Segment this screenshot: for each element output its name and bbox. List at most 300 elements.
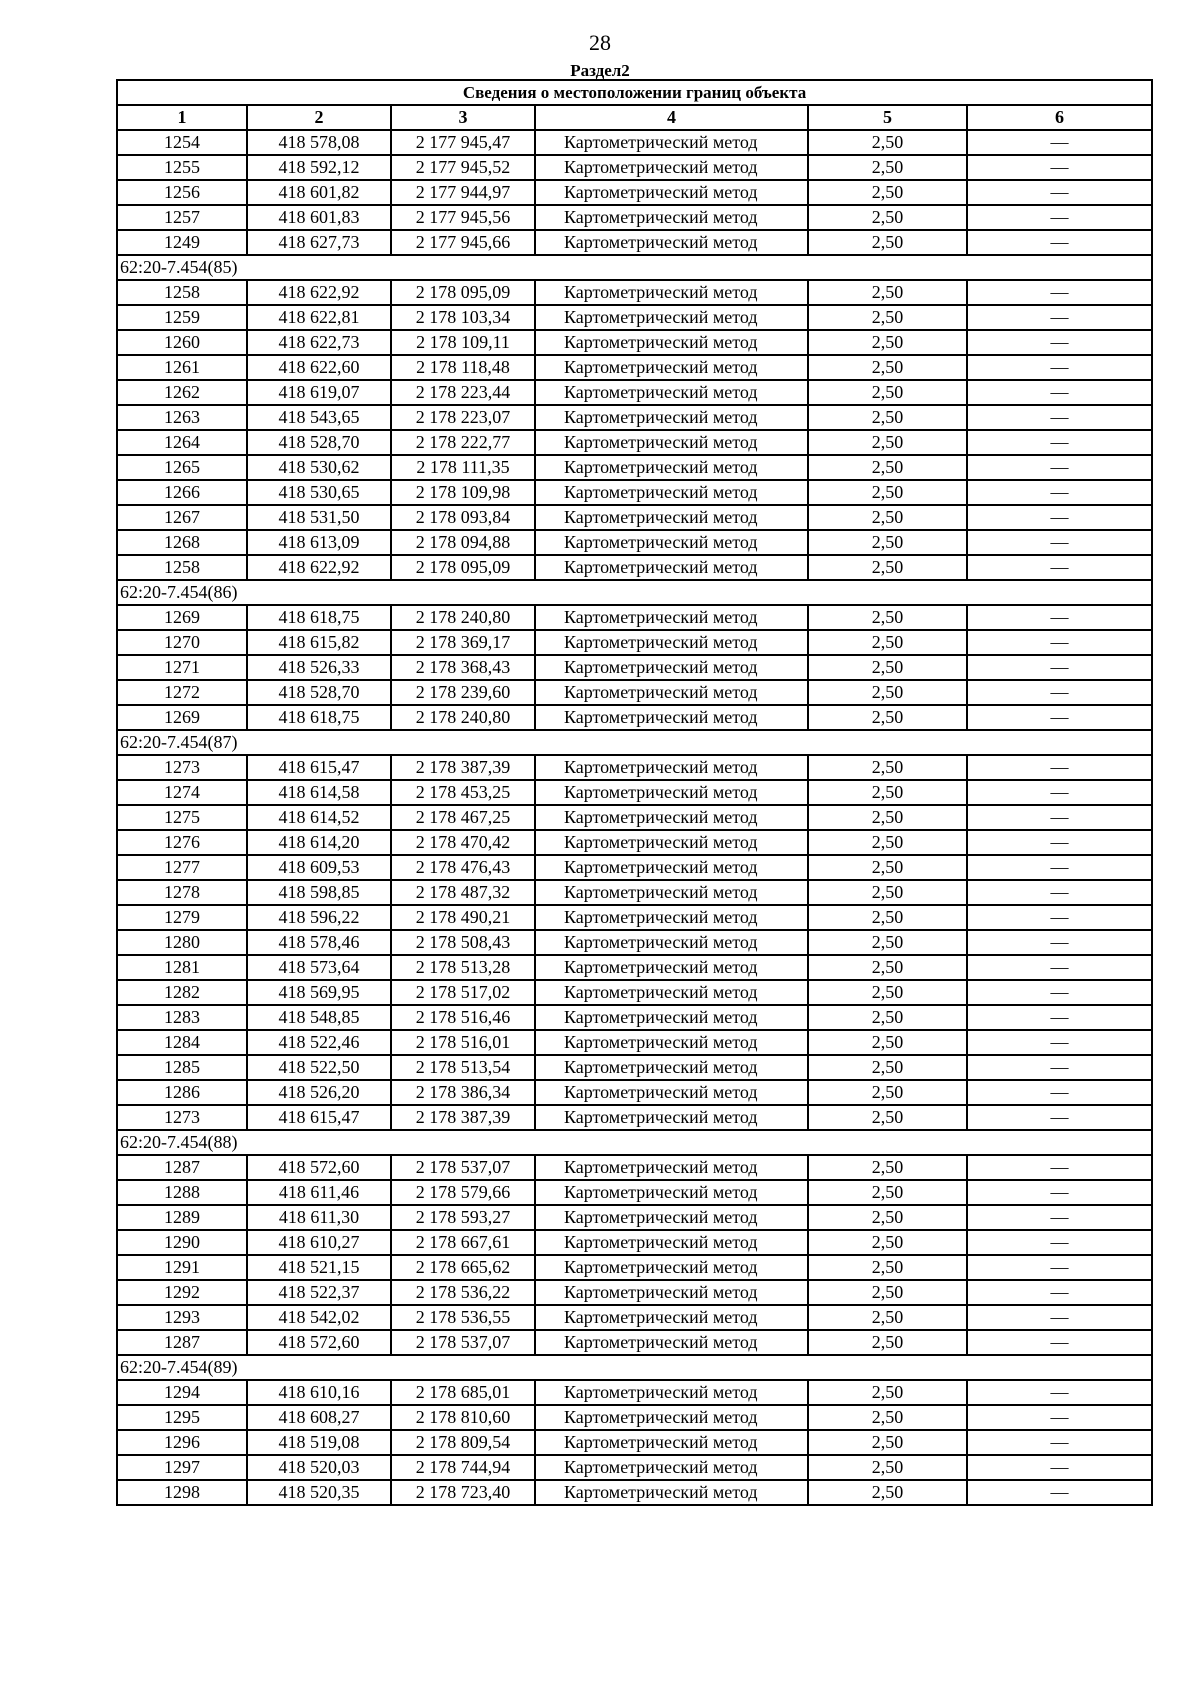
table-row xyxy=(117,1280,1152,1305)
point-number-cell: 1260 xyxy=(117,330,247,355)
table-row xyxy=(117,1030,1152,1055)
description-cell: — xyxy=(967,980,1152,1005)
x-coordinate-cell: 418 615,47 xyxy=(247,1105,391,1130)
x-coordinate-cell: 418 543,65 xyxy=(247,405,391,430)
y-coordinate-cell: 2 178 467,25 xyxy=(391,805,535,830)
point-number-cell: 1291 xyxy=(117,1255,247,1280)
x-coordinate-cell: 418 608,27 xyxy=(247,1405,391,1430)
method-cell: Картометрический метод xyxy=(535,1430,808,1455)
table-row xyxy=(117,480,1152,505)
method-cell: Картометрический метод xyxy=(535,605,808,630)
y-coordinate-cell: 2 178 118,48 xyxy=(391,355,535,380)
x-coordinate-cell: 418 622,60 xyxy=(247,355,391,380)
method-cell: Картометрический метод xyxy=(535,455,808,480)
point-number-cell: 1295 xyxy=(117,1405,247,1430)
method-cell: Картометрический метод xyxy=(535,1105,808,1130)
method-cell: Картометрический метод xyxy=(535,680,808,705)
point-number-cell: 1273 xyxy=(117,1105,247,1130)
method-cell: Картометрический метод xyxy=(535,405,808,430)
accuracy-cell: 2,50 xyxy=(808,355,967,380)
description-cell: — xyxy=(967,1480,1152,1505)
point-number-cell: 1279 xyxy=(117,905,247,930)
accuracy-cell: 2,50 xyxy=(808,405,967,430)
method-cell: Картометрический метод xyxy=(535,355,808,380)
description-cell: — xyxy=(967,855,1152,880)
point-number-cell: 1257 xyxy=(117,205,247,230)
y-coordinate-cell: 2 178 810,60 xyxy=(391,1405,535,1430)
y-coordinate-cell: 2 177 945,56 xyxy=(391,205,535,230)
x-coordinate-cell: 418 622,92 xyxy=(247,280,391,305)
x-coordinate-cell: 418 601,83 xyxy=(247,205,391,230)
point-number-cell: 1290 xyxy=(117,1230,247,1255)
method-cell: Картометрический метод xyxy=(535,1330,808,1355)
table-body xyxy=(117,80,1152,1505)
x-coordinate-cell: 418 572,60 xyxy=(247,1155,391,1180)
point-number-cell: 1277 xyxy=(117,855,247,880)
table-row xyxy=(117,1155,1152,1180)
y-coordinate-cell: 2 178 109,11 xyxy=(391,330,535,355)
x-coordinate-cell: 418 522,50 xyxy=(247,1055,391,1080)
description-cell: — xyxy=(967,1405,1152,1430)
x-coordinate-cell: 418 596,22 xyxy=(247,905,391,930)
y-coordinate-cell: 2 178 537,07 xyxy=(391,1155,535,1180)
description-cell: — xyxy=(967,380,1152,405)
method-cell: Картометрический метод xyxy=(535,1055,808,1080)
accuracy-cell: 2,50 xyxy=(808,680,967,705)
method-cell: Картометрический метод xyxy=(535,230,808,255)
description-cell: — xyxy=(967,1230,1152,1255)
y-coordinate-cell: 2 178 516,01 xyxy=(391,1030,535,1055)
x-coordinate-cell: 418 614,52 xyxy=(247,805,391,830)
point-number-cell: 1276 xyxy=(117,830,247,855)
x-coordinate-cell: 418 572,60 xyxy=(247,1330,391,1355)
point-number-cell: 1264 xyxy=(117,430,247,455)
point-number-cell: 1283 xyxy=(117,1005,247,1030)
x-coordinate-cell: 418 601,82 xyxy=(247,180,391,205)
description-cell: — xyxy=(967,230,1152,255)
accuracy-cell: 2,50 xyxy=(808,1105,967,1130)
accuracy-cell: 2,50 xyxy=(808,430,967,455)
accuracy-cell: 2,50 xyxy=(808,130,967,155)
method-cell: Картометрический метод xyxy=(535,480,808,505)
point-number-cell: 1280 xyxy=(117,930,247,955)
y-coordinate-cell: 2 178 093,84 xyxy=(391,505,535,530)
method-cell: Картометрический метод xyxy=(535,1480,808,1505)
accuracy-cell: 2,50 xyxy=(808,380,967,405)
method-cell: Картометрический метод xyxy=(535,805,808,830)
column-header: 4 xyxy=(535,105,808,130)
accuracy-cell: 2,50 xyxy=(808,505,967,530)
accuracy-cell: 2,50 xyxy=(808,855,967,880)
accuracy-cell: 2,50 xyxy=(808,1080,967,1105)
table-row xyxy=(117,1055,1152,1080)
description-cell: — xyxy=(967,955,1152,980)
table-row xyxy=(117,405,1152,430)
method-cell: Картометрический метод xyxy=(535,1230,808,1255)
accuracy-cell: 2,50 xyxy=(808,905,967,930)
point-number-cell: 1281 xyxy=(117,955,247,980)
accuracy-cell: 2,50 xyxy=(808,1330,967,1355)
y-coordinate-cell: 2 178 487,32 xyxy=(391,880,535,905)
accuracy-cell: 2,50 xyxy=(808,1455,967,1480)
point-number-cell: 1263 xyxy=(117,405,247,430)
table-row xyxy=(117,330,1152,355)
y-coordinate-cell: 2 177 945,66 xyxy=(391,230,535,255)
table-row xyxy=(117,855,1152,880)
y-coordinate-cell: 2 178 744,94 xyxy=(391,1455,535,1480)
accuracy-cell: 2,50 xyxy=(808,1155,967,1180)
table-row xyxy=(117,1205,1152,1230)
table-row xyxy=(117,1105,1152,1130)
table-row xyxy=(117,930,1152,955)
table-row xyxy=(117,955,1152,980)
method-cell: Картометрический метод xyxy=(535,905,808,930)
accuracy-cell: 2,50 xyxy=(808,1180,967,1205)
x-coordinate-cell: 418 522,37 xyxy=(247,1280,391,1305)
x-coordinate-cell: 418 609,53 xyxy=(247,855,391,880)
boundary-coordinates-table xyxy=(116,79,1153,1506)
accuracy-cell: 2,50 xyxy=(808,955,967,980)
method-cell: Картометрический метод xyxy=(535,855,808,880)
method-cell: Картометрический метод xyxy=(535,1080,808,1105)
method-cell: Картометрический метод xyxy=(535,1155,808,1180)
contour-label: 62:20-7.454(86) xyxy=(117,580,1152,605)
description-cell: — xyxy=(967,530,1152,555)
contour-label: 62:20-7.454(88) xyxy=(117,1130,1152,1155)
y-coordinate-cell: 2 178 665,62 xyxy=(391,1255,535,1280)
column-header: 1 xyxy=(117,105,247,130)
method-cell: Картометрический метод xyxy=(535,555,808,580)
y-coordinate-cell: 2 178 536,55 xyxy=(391,1305,535,1330)
point-number-cell: 1293 xyxy=(117,1305,247,1330)
table-row xyxy=(117,1005,1152,1030)
y-coordinate-cell: 2 178 386,34 xyxy=(391,1080,535,1105)
table-row xyxy=(117,1380,1152,1405)
table-row xyxy=(117,880,1152,905)
x-coordinate-cell: 418 578,46 xyxy=(247,930,391,955)
point-number-cell: 1287 xyxy=(117,1155,247,1180)
description-cell: — xyxy=(967,430,1152,455)
accuracy-cell: 2,50 xyxy=(808,1480,967,1505)
accuracy-cell: 2,50 xyxy=(808,1005,967,1030)
point-number-cell: 1296 xyxy=(117,1430,247,1455)
accuracy-cell: 2,50 xyxy=(808,330,967,355)
accuracy-cell: 2,50 xyxy=(808,1280,967,1305)
accuracy-cell: 2,50 xyxy=(808,980,967,1005)
table-row xyxy=(117,155,1152,180)
description-cell: — xyxy=(967,1030,1152,1055)
table-row xyxy=(117,1405,1152,1430)
description-cell: — xyxy=(967,655,1152,680)
description-cell: — xyxy=(967,1380,1152,1405)
table-row xyxy=(117,430,1152,455)
table-row xyxy=(117,1480,1152,1505)
point-number-cell: 1269 xyxy=(117,605,247,630)
description-cell: — xyxy=(967,1255,1152,1280)
y-coordinate-cell: 2 178 095,09 xyxy=(391,280,535,305)
description-cell: — xyxy=(967,1205,1152,1230)
description-cell: — xyxy=(967,280,1152,305)
description-cell: — xyxy=(967,1305,1152,1330)
method-cell: Картометрический метод xyxy=(535,955,808,980)
method-cell: Картометрический метод xyxy=(535,1280,808,1305)
point-number-cell: 1285 xyxy=(117,1055,247,1080)
accuracy-cell: 2,50 xyxy=(808,555,967,580)
method-cell: Картометрический метод xyxy=(535,180,808,205)
y-coordinate-cell: 2 178 111,35 xyxy=(391,455,535,480)
description-cell: — xyxy=(967,930,1152,955)
point-number-cell: 1287 xyxy=(117,1330,247,1355)
description-cell: — xyxy=(967,1430,1152,1455)
table-row xyxy=(117,455,1152,480)
point-number-cell: 1269 xyxy=(117,705,247,730)
method-cell: Картометрический метод xyxy=(535,530,808,555)
x-coordinate-cell: 418 618,75 xyxy=(247,605,391,630)
table-row xyxy=(117,680,1152,705)
accuracy-cell: 2,50 xyxy=(808,1430,967,1455)
y-coordinate-cell: 2 178 470,42 xyxy=(391,830,535,855)
method-cell: Картометрический метод xyxy=(535,430,808,455)
method-cell: Картометрический метод xyxy=(535,780,808,805)
y-coordinate-cell: 2 178 222,77 xyxy=(391,430,535,455)
y-coordinate-cell: 2 178 516,46 xyxy=(391,1005,535,1030)
x-coordinate-cell: 418 622,81 xyxy=(247,305,391,330)
x-coordinate-cell: 418 531,50 xyxy=(247,505,391,530)
contour-group-row xyxy=(117,730,1152,755)
table-row xyxy=(117,130,1152,155)
accuracy-cell: 2,50 xyxy=(808,655,967,680)
accuracy-cell: 2,50 xyxy=(808,1205,967,1230)
description-cell: — xyxy=(967,1330,1152,1355)
point-number-cell: 1265 xyxy=(117,455,247,480)
method-cell: Картометрический метод xyxy=(535,330,808,355)
method-cell: Картометрический метод xyxy=(535,980,808,1005)
description-cell: — xyxy=(967,455,1152,480)
point-number-cell: 1275 xyxy=(117,805,247,830)
method-cell: Картометрический метод xyxy=(535,1305,808,1330)
description-cell: — xyxy=(967,755,1152,780)
method-cell: Картометрический метод xyxy=(535,380,808,405)
method-cell: Картометрический метод xyxy=(535,155,808,180)
table-row xyxy=(117,205,1152,230)
x-coordinate-cell: 418 619,07 xyxy=(247,380,391,405)
table-row xyxy=(117,980,1152,1005)
point-number-cell: 1262 xyxy=(117,380,247,405)
y-coordinate-cell: 2 178 369,17 xyxy=(391,630,535,655)
description-cell: — xyxy=(967,880,1152,905)
description-cell: — xyxy=(967,130,1152,155)
accuracy-cell: 2,50 xyxy=(808,205,967,230)
y-coordinate-cell: 2 178 387,39 xyxy=(391,755,535,780)
y-coordinate-cell: 2 178 103,34 xyxy=(391,305,535,330)
accuracy-cell: 2,50 xyxy=(808,805,967,830)
point-number-cell: 1268 xyxy=(117,530,247,555)
table-row xyxy=(117,905,1152,930)
table-row xyxy=(117,305,1152,330)
y-coordinate-cell: 2 178 109,98 xyxy=(391,480,535,505)
accuracy-cell: 2,50 xyxy=(808,455,967,480)
x-coordinate-cell: 418 615,82 xyxy=(247,630,391,655)
accuracy-cell: 2,50 xyxy=(808,1030,967,1055)
x-coordinate-cell: 418 622,92 xyxy=(247,555,391,580)
accuracy-cell: 2,50 xyxy=(808,305,967,330)
method-cell: Картометрический метод xyxy=(535,655,808,680)
point-number-cell: 1273 xyxy=(117,755,247,780)
point-number-cell: 1272 xyxy=(117,680,247,705)
y-coordinate-cell: 2 178 508,43 xyxy=(391,930,535,955)
point-number-cell: 1284 xyxy=(117,1030,247,1055)
description-cell: — xyxy=(967,1455,1152,1480)
accuracy-cell: 2,50 xyxy=(808,1055,967,1080)
accuracy-cell: 2,50 xyxy=(808,180,967,205)
x-coordinate-cell: 418 528,70 xyxy=(247,680,391,705)
column-header: 2 xyxy=(247,105,391,130)
x-coordinate-cell: 418 578,08 xyxy=(247,130,391,155)
point-number-cell: 1271 xyxy=(117,655,247,680)
y-coordinate-cell: 2 178 536,22 xyxy=(391,1280,535,1305)
y-coordinate-cell: 2 178 513,28 xyxy=(391,955,535,980)
table-row xyxy=(117,1080,1152,1105)
contour-group-row xyxy=(117,1130,1152,1155)
description-cell: — xyxy=(967,1005,1152,1030)
y-coordinate-cell: 2 178 368,43 xyxy=(391,655,535,680)
y-coordinate-cell: 2 178 095,09 xyxy=(391,555,535,580)
x-coordinate-cell: 418 528,70 xyxy=(247,430,391,455)
point-number-cell: 1254 xyxy=(117,130,247,155)
table-row xyxy=(117,355,1152,380)
x-coordinate-cell: 418 526,20 xyxy=(247,1080,391,1105)
y-coordinate-cell: 2 178 490,21 xyxy=(391,905,535,930)
x-coordinate-cell: 418 592,12 xyxy=(247,155,391,180)
description-cell: — xyxy=(967,505,1152,530)
accuracy-cell: 2,50 xyxy=(808,155,967,180)
x-coordinate-cell: 418 610,27 xyxy=(247,1230,391,1255)
table-row xyxy=(117,1305,1152,1330)
description-cell: — xyxy=(967,330,1152,355)
table-row xyxy=(117,1230,1152,1255)
y-coordinate-cell: 2 178 240,80 xyxy=(391,605,535,630)
accuracy-cell: 2,50 xyxy=(808,530,967,555)
y-coordinate-cell: 2 178 513,54 xyxy=(391,1055,535,1080)
x-coordinate-cell: 418 614,20 xyxy=(247,830,391,855)
y-coordinate-cell: 2 178 593,27 xyxy=(391,1205,535,1230)
table-row xyxy=(117,180,1152,205)
x-coordinate-cell: 418 613,09 xyxy=(247,530,391,555)
method-cell: Картометрический метод xyxy=(535,755,808,780)
accuracy-cell: 2,50 xyxy=(808,605,967,630)
y-coordinate-cell: 2 178 537,07 xyxy=(391,1330,535,1355)
x-coordinate-cell: 418 520,35 xyxy=(247,1480,391,1505)
x-coordinate-cell: 418 611,30 xyxy=(247,1205,391,1230)
table-row xyxy=(117,280,1152,305)
y-coordinate-cell: 2 178 809,54 xyxy=(391,1430,535,1455)
method-cell: Картометрический метод xyxy=(535,1205,808,1230)
description-cell: — xyxy=(967,905,1152,930)
point-number-cell: 1270 xyxy=(117,630,247,655)
method-cell: Картометрический метод xyxy=(535,280,808,305)
x-coordinate-cell: 418 542,02 xyxy=(247,1305,391,1330)
description-cell: — xyxy=(967,1155,1152,1180)
x-coordinate-cell: 418 521,15 xyxy=(247,1255,391,1280)
y-coordinate-cell: 2 177 945,52 xyxy=(391,155,535,180)
contour-group-row xyxy=(117,580,1152,605)
table-row xyxy=(117,380,1152,405)
y-coordinate-cell: 2 178 579,66 xyxy=(391,1180,535,1205)
point-number-cell: 1274 xyxy=(117,780,247,805)
x-coordinate-cell: 418 526,33 xyxy=(247,655,391,680)
point-number-cell: 1256 xyxy=(117,180,247,205)
table-row xyxy=(117,805,1152,830)
method-cell: Картометрический метод xyxy=(535,1030,808,1055)
method-cell: Картометрический метод xyxy=(535,930,808,955)
x-coordinate-cell: 418 598,85 xyxy=(247,880,391,905)
description-cell: — xyxy=(967,305,1152,330)
accuracy-cell: 2,50 xyxy=(808,630,967,655)
section-label: Раздел2 xyxy=(570,61,630,80)
point-number-cell: 1297 xyxy=(117,1455,247,1480)
table-row xyxy=(117,655,1152,680)
table-row xyxy=(117,755,1152,780)
x-coordinate-cell: 418 569,95 xyxy=(247,980,391,1005)
x-coordinate-cell: 418 522,46 xyxy=(247,1030,391,1055)
accuracy-cell: 2,50 xyxy=(808,930,967,955)
description-cell: — xyxy=(967,630,1152,655)
table-row xyxy=(117,830,1152,855)
method-cell: Картометрический метод xyxy=(535,705,808,730)
y-coordinate-cell: 2 178 723,40 xyxy=(391,1480,535,1505)
accuracy-cell: 2,50 xyxy=(808,230,967,255)
description-cell: — xyxy=(967,555,1152,580)
table-row xyxy=(117,1455,1152,1480)
method-cell: Картометрический метод xyxy=(535,1455,808,1480)
accuracy-cell: 2,50 xyxy=(808,1305,967,1330)
contour-label: 62:20-7.454(89) xyxy=(117,1355,1152,1380)
table-row xyxy=(117,1255,1152,1280)
description-cell: — xyxy=(967,680,1152,705)
method-cell: Картометрический метод xyxy=(535,205,808,230)
accuracy-cell: 2,50 xyxy=(808,280,967,305)
description-cell: — xyxy=(967,405,1152,430)
y-coordinate-cell: 2 178 517,02 xyxy=(391,980,535,1005)
table-row xyxy=(117,555,1152,580)
x-coordinate-cell: 418 610,16 xyxy=(247,1380,391,1405)
y-coordinate-cell: 2 178 453,25 xyxy=(391,780,535,805)
point-number-cell: 1288 xyxy=(117,1180,247,1205)
description-cell: — xyxy=(967,780,1152,805)
description-cell: — xyxy=(967,1180,1152,1205)
column-header: 5 xyxy=(808,105,967,130)
point-number-cell: 1267 xyxy=(117,505,247,530)
description-cell: — xyxy=(967,605,1152,630)
accuracy-cell: 2,50 xyxy=(808,480,967,505)
point-number-cell: 1286 xyxy=(117,1080,247,1105)
point-number-cell: 1258 xyxy=(117,280,247,305)
description-cell: — xyxy=(967,155,1152,180)
table-row xyxy=(117,605,1152,630)
accuracy-cell: 2,50 xyxy=(808,1230,967,1255)
point-number-cell: 1282 xyxy=(117,980,247,1005)
method-cell: Картометрический метод xyxy=(535,130,808,155)
y-coordinate-cell: 2 178 476,43 xyxy=(391,855,535,880)
y-coordinate-cell: 2 178 223,44 xyxy=(391,380,535,405)
x-coordinate-cell: 418 573,64 xyxy=(247,955,391,980)
y-coordinate-cell: 2 178 387,39 xyxy=(391,1105,535,1130)
contour-label: 62:20-7.454(87) xyxy=(117,730,1152,755)
description-cell: — xyxy=(967,1055,1152,1080)
method-cell: Картометрический метод xyxy=(535,830,808,855)
point-number-cell: 1278 xyxy=(117,880,247,905)
accuracy-cell: 2,50 xyxy=(808,880,967,905)
